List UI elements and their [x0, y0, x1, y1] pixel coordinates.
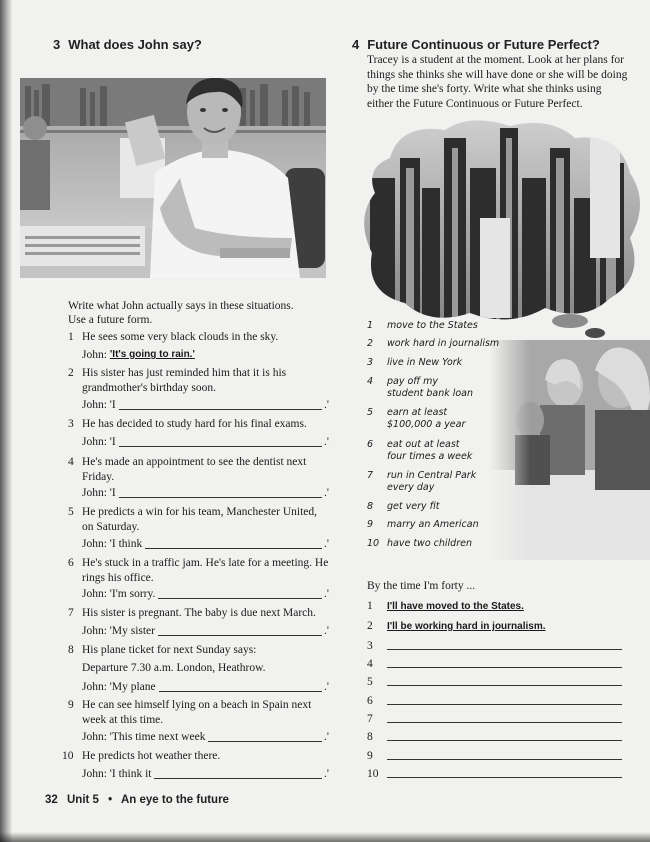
ticket-departure-text: Departure 7.30 a.m. London, Heathrow.: [82, 662, 266, 674]
answer-number: 2: [367, 620, 373, 632]
exercise-item-9: [68, 698, 330, 727]
answer-blank-line[interactable]: [208, 740, 322, 742]
book-spine-shadow: [0, 0, 12, 842]
item-prompt: He's stuck in a traffic jam. He's late for a meeting. He rings his office.: [82, 557, 329, 584]
answer-prefix: John: 'This time next week: [82, 731, 206, 743]
answer-4[interactable]: [82, 486, 328, 500]
section-4-answer-3[interactable]: [367, 637, 622, 652]
plan-text: marry an American: [387, 519, 479, 530]
item-prompt: He predicts a win for his team, Manchester United, on Saturday.: [82, 506, 318, 533]
answer-10[interactable]: [82, 767, 328, 781]
section-4-answer-8[interactable]: [367, 728, 622, 743]
exercise-item-6: [68, 556, 330, 585]
answer-blank-line[interactable]: [387, 649, 622, 650]
item-number: 5: [68, 506, 74, 518]
answer-blank-line[interactable]: [145, 547, 322, 549]
unit-label: Unit 5: [67, 794, 99, 806]
plan-text: pay off my student bank loan: [387, 376, 474, 399]
answer-suffix: .': [324, 588, 329, 600]
answer-suffix: .': [324, 436, 329, 448]
section-4-title: Future Continuous or Future Perfect?: [367, 37, 600, 52]
section-4-answer-1: [367, 597, 622, 612]
page-bottom-shadow: [0, 832, 650, 842]
answer-number: 5: [367, 676, 373, 688]
plan-number: 9: [367, 519, 374, 530]
section-4-answer-2: [367, 617, 622, 632]
section-4-number: 4: [352, 37, 360, 52]
instruction-line-1: Write what John actually says in these situations.: [68, 300, 294, 312]
item-number: 8: [68, 644, 74, 656]
answer-prefix: John:: [82, 349, 107, 361]
city-thought-cloud-image: [360, 118, 645, 343]
plan-text: run in Central Park every day: [387, 470, 477, 493]
answer-example: 'It's going to rain.': [109, 349, 195, 360]
answer-prefix: John: 'I: [82, 436, 116, 448]
plan-number: 7: [367, 470, 374, 481]
item-number: 10: [62, 750, 74, 762]
section-3-number: 3: [53, 37, 61, 52]
answer-number: 10: [367, 768, 379, 780]
plan-number: 4: [367, 376, 374, 387]
answer-suffix: .': [324, 768, 329, 780]
section-4-answer-7[interactable]: [367, 710, 622, 725]
section-3-title: What does John say?: [68, 37, 202, 52]
answer-3[interactable]: [82, 435, 328, 449]
answer-7[interactable]: [82, 624, 328, 638]
answer-number: 6: [367, 695, 373, 707]
answer-number: 8: [367, 731, 373, 743]
plan-text: work hard in journalism: [387, 338, 500, 349]
footer-separator: •: [108, 794, 113, 806]
item-number: 2: [68, 367, 74, 379]
answer-number: 9: [367, 750, 373, 762]
by-the-time-lead-in: By the time I'm forty ...: [367, 580, 476, 592]
answer-blank-line[interactable]: [387, 667, 622, 668]
item-prompt: He has decided to study hard for his final exams.: [82, 418, 307, 430]
answer-blank-line[interactable]: [159, 690, 322, 692]
item-number: 4: [68, 456, 74, 468]
answer-blank-line[interactable]: [387, 777, 622, 778]
answer-number: 4: [367, 658, 373, 670]
answer-blank-line[interactable]: [387, 685, 622, 686]
answer-5[interactable]: [82, 537, 328, 551]
answer-6[interactable]: [82, 587, 328, 601]
answer-blank-line[interactable]: [387, 759, 622, 760]
section-4-answer-10[interactable]: [367, 765, 622, 780]
answer-blank-line[interactable]: [158, 597, 322, 599]
item-prompt: He sees some very black clouds in the sky.: [82, 331, 279, 343]
plan-number: 1: [367, 320, 374, 331]
plan-number: 6: [367, 439, 374, 450]
item-number: 3: [68, 418, 74, 430]
section-4-answer-5[interactable]: [367, 673, 622, 688]
exercise-item-7: [68, 606, 330, 621]
plan-text: get very fit: [387, 501, 440, 512]
answer-blank-line[interactable]: [158, 634, 322, 636]
section-3-heading: [53, 37, 202, 52]
exercise-item-10: [62, 749, 330, 764]
plan-text: earn at least $100,000 a year: [387, 407, 466, 430]
answer-prefix: John: 'I think it: [82, 768, 152, 780]
item-number: 7: [68, 607, 74, 619]
answer-prefix: John: 'My plane: [82, 681, 156, 693]
unit-title: An eye to the future: [120, 794, 229, 806]
answer-example: I'll have moved to the States.: [387, 601, 524, 612]
section-3-instructions: [68, 299, 328, 327]
instruction-line-2: Use a future form.: [68, 314, 153, 326]
answer-blank-line[interactable]: [387, 704, 622, 705]
item-prompt: He's made an appointment to see the dentist next Friday.: [82, 456, 307, 483]
page-footer: [45, 794, 235, 806]
answer-suffix: .': [324, 625, 329, 637]
exercise-item-8: [68, 643, 330, 658]
section-4-answer-6[interactable]: [367, 692, 622, 707]
plan-text: move to the States: [387, 320, 478, 331]
section-4-answer-9[interactable]: [367, 747, 622, 762]
item-prompt: He can see himself lying on a beach in Spain next week at this time.: [82, 699, 312, 726]
answer-prefix: John: 'I'm sorry.: [82, 588, 156, 600]
exercise-item-3: [68, 417, 330, 432]
answer-prefix: John: 'I: [82, 399, 116, 411]
exercise-item-4: [68, 455, 330, 484]
plan-text: live in New York: [387, 357, 463, 368]
answer-prefix: John: 'I: [82, 487, 116, 499]
plan-text: eat out at least four times a week: [387, 439, 473, 462]
answer-blank-line[interactable]: [119, 408, 322, 410]
answer-blank-line[interactable]: [119, 496, 322, 498]
page-number: 32: [45, 794, 58, 806]
item-number: 1: [68, 331, 74, 343]
answer-prefix: John: 'My sister: [82, 625, 155, 637]
item-number: 9: [68, 699, 74, 711]
answer-9[interactable]: [82, 730, 328, 744]
students-photo: [490, 340, 650, 560]
plan-number: 3: [367, 357, 374, 368]
answer-number: 1: [367, 600, 373, 612]
item-prompt: His sister is pregnant. The baby is due next March.: [82, 607, 316, 619]
section-4-answer-4[interactable]: [367, 655, 622, 670]
answer-blank-line[interactable]: [387, 740, 622, 741]
answer-number: 3: [367, 640, 373, 652]
section-4-description: Tracey is a student at the moment. Look at her plans for things she thinks she will have done or she will be doing by the time she's forty. Write what she thinks using either the Future Continuous or Future Perfect.: [367, 54, 628, 110]
item-prompt: He predicts hot weather there.: [82, 750, 221, 762]
exercise-item-5: [68, 505, 330, 534]
answer-example: I'll be working hard in journalism.: [387, 621, 546, 632]
plan-number: 5: [367, 407, 374, 418]
answer-suffix: .': [324, 538, 329, 550]
answer-suffix: .': [324, 399, 329, 411]
plan-number: 2: [367, 338, 374, 349]
answer-suffix: .': [324, 681, 329, 693]
answer-prefix: John: 'I think: [82, 538, 143, 550]
item-prompt: His sister has just reminded him that it is his grandmother's birthday soon.: [82, 367, 287, 394]
exercise-item-1: [68, 330, 330, 345]
ticket-details: [68, 661, 330, 676]
answer-suffix: .': [324, 487, 329, 499]
answer-1: [82, 348, 328, 362]
answer-number: 7: [367, 713, 373, 725]
john-photo: [20, 78, 326, 278]
plan-number: 8: [367, 501, 374, 512]
answer-blank-line[interactable]: [119, 445, 322, 447]
exercise-item-2: [68, 366, 330, 395]
section-4-heading: [352, 37, 600, 52]
plan-text: have two children: [387, 538, 472, 549]
answer-blank-line[interactable]: [154, 777, 322, 779]
item-number: 6: [68, 557, 74, 569]
item-prompt: His plane ticket for next Sunday says:: [82, 644, 257, 656]
answer-suffix: .': [324, 731, 329, 743]
answer-8[interactable]: [82, 680, 328, 694]
plan-number: 10: [367, 538, 380, 549]
answer-2[interactable]: [82, 398, 328, 412]
answer-blank-line[interactable]: [387, 722, 622, 723]
